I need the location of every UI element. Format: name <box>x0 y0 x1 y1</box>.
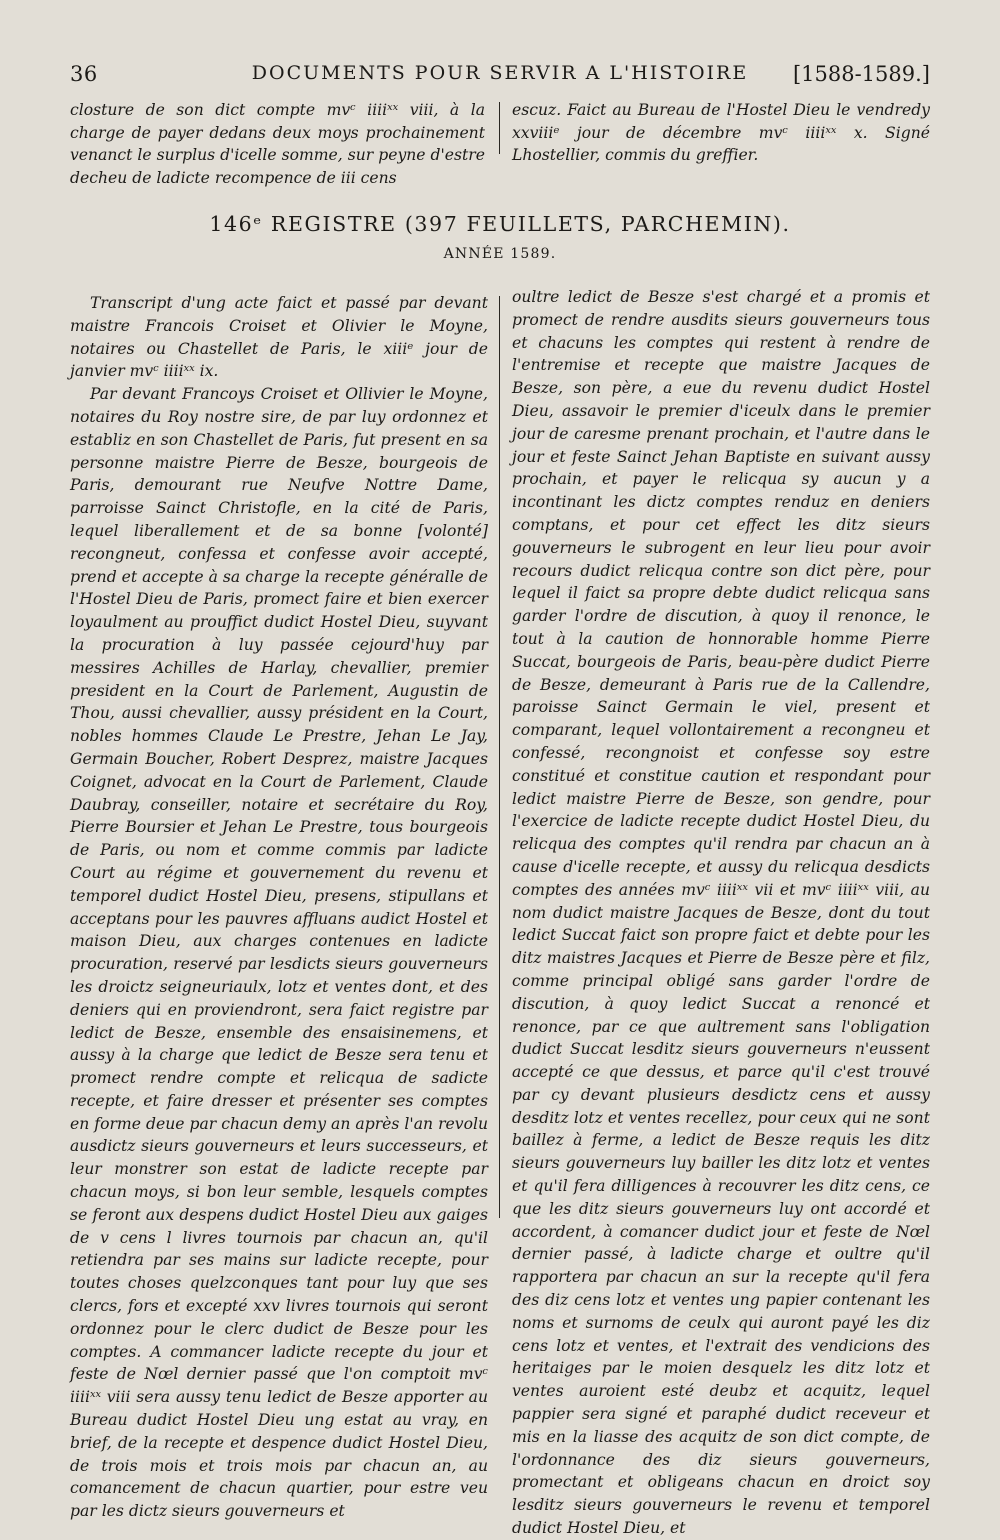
column-divider-top <box>499 102 500 154</box>
page-number: 36 <box>70 62 98 86</box>
column-divider-main <box>499 296 500 1218</box>
top-right-text: escuz. Faict au Bureau de l'Hostel Dieu le vendredy xxviiiᵉ jour de décembre mvᶜ iiiiˣˣ x. Signé Lhostellier, commis du greffier. <box>512 101 930 165</box>
left-paragraph-1: Transcript d'ung acte faict et passé par devant maistre Francois Croiset et Olivier le Moyne, notaires ou Chastellet de Paris, le xiiiᵉ jour de janvier mvᶜ iiiiˣˣ ix. <box>70 294 488 381</box>
top-left-text: closture de son dict compte mvᶜ iiiiˣˣ viii, à la charge de payer dedans deux moys prochainement venanct le surplus d'icelle somme, sur peyne d'estre decheu de ladicte recompence de iii cens <box>70 101 485 188</box>
main-left-column <box>70 292 488 1523</box>
year-range: [1588-1589.] <box>792 62 930 86</box>
left-paragraph-2: Par devant Francoys Croiset et Ollivier le Moyne, notaires du Roy nostre sire, de par luy ordonnez et establiz en son Chastellet de Paris, fut present en sa personne maistre Pierre de Besze, bourgeois de Paris, demourant rue Neufve Nottre Dame, parroisse Sainct Christofle, en la cité de Paris, lequel liberallement et de sa bonne [volonté] recongneut, confessa et confesse avoir accepté, prend et accepte à sa charge la recepte génér​alle de l'Hostel Dieu de Paris, promect faire et bien exercer loyaulment au prouffict dudict Hostel Dieu, suyvant la procuration à luy passée cejourd'huy par messires Achilles de Harlay, chevallier, premier president en la Court de Parlement, Augustin de Thou, aussi chevallier, aussy président en la Court, nobles hommes Claude Le Prestre, Jehan Le Jay, Germain Boucher, Robert Desprez, maistre Jacques Coignet, advocat en la Court de Parlement, Claude Daubray, conseiller, notaire et secrétaire du Roy, Pierre Boursier et Jehan Le Prestre, tous bourgeois de Paris, ou nom et comme commis par ladicte Court au régime et gouvernement du revenu et temporel dudict Hostel Dieu, presens, stipullans et acceptans pour les pauvres affluans audict Hostel et maison Dieu, aux charges contenues en ladicte procuration, reservé par lesdicts sieurs gouverneurs les droictz seigneuriaulx, lotz et ventes dont, et des deniers qui en proviendront, sera faict registre par ledict de Besze, ensemble des ensaisinemens, et aussy à la charge que ledict de Besze sera tenu et promect rendre compte et relicqua de sadicte recepte, et faire dresser et présenter ses comptes en forme deue par chacun demy an après l'an revolu ausdictz sieurs gouverneurs et leurs successeurs, et leur monstrer son estat de ladicte recepte par chacun moys, si bon leur semble, lesquels comptes se feront aux despens dudict Hostel Dieu aux gaiges de v cens l livres tournois par chacun an, qu'il retiendra par ses mains sur ladicte recepte, pour toutes choses quelzconques tant pour luy que ses clercs, fors et excepté xxv livres tournois qui seront ordonnez pour le clerc dudict de Besze pour les comptes. A commancer ladicte recepte du jour et feste de Nœl dernier passé que l'on comptoit mvᶜ iiiiˣˣ viii sera aussy tenu ledict de Besze apporter au Bureau dudict Hostel Dieu ung estat au vray, en brief, de la recepte et despence dudict Hostel Dieu, de trois mois et trois mois par chacun an, au comancement de chacun quartier, pour estre veu par les dictz sieurs gouverneurs et <box>70 385 488 1521</box>
top-left-column <box>70 99 485 190</box>
year-line: ANNÉE 1589. <box>443 246 557 262</box>
page-header <box>70 62 930 92</box>
main-right-column <box>512 286 930 1540</box>
running-title: DOCUMENTS POUR SERVIR A L'HISTOIRE <box>251 62 749 84</box>
section-title: 146ᵉ REGISTRE (397 FEUILLETS, PARCHEMIN). <box>209 212 791 236</box>
top-right-column <box>512 99 930 167</box>
right-paragraph: oultre ledict de Besze s'est chargé et a promis et promect de rendre ausdits sieurs gouverneurs tous et chacuns les comptes qui restent à rendre de l'entremise et recepte que maistre Jacques de Besze, son père, a eue du revenu dudict Hostel Dieu, assavoir le premier d'iceulx dans le premier jour de caresme prenant prochain, et l'autre dans le jour et feste Sainct Jehan Baptiste en suivant aussy prochain, et payer le relicqua sy aucun y a incontinant les dictz comptes renduz en deniers comptans, et pour cet effect les ditz sieurs gouverneurs le subrogent en leur lieu pour avoir recours dudict relicqua contre son dict père, pour lequel il faict sa propre debte dudict relicqua sans garder l'ordre de discution, à quoy il renonce, le tout à la caution de honnorable homme Pierre Succat, bourgeois de Paris, beau-père dudict Pierre de Besze, demeurant à Paris rue de la Callendre, paroisse Sainct Germain le viel, present et comparant, lequel vollontairement a recongneu et confessé, recongnoist et confesse soy estre constitué et constitue caution et respondant pour ledict maistre Pierre de Besze, son gendre, pour l'exercice de ladicte recepte dudict Hostel Dieu, du relicqua des comptes qu'il rendra par chacun an à cause d'icelle recepte, et aussy du relicqua desdicts comptes des années mvᶜ iiiiˣˣ vii et mvᶜ iiiiˣˣ viii, au nom dudict maistre Jacques de Besze, dont du tout ledict Succat faict son propre faict et debte pour les ditz maistres Jacques et Pierre de Besze père et filz, comme principal obligé sans garder l'ordre de discution, à quoy ledict Succat a renoncé et renonce, par ce que aultrement sans l'obligation dudict Succat lesditz sieurs gouverneurs n'eussent accepté ce que dessus, et parce qu'il c'est trouvé par cy devant plusieurs desdictz cens et aussy desditz lotz et ventes recellez, pour ceux qui ne sont baillez à ferme, a ledict de Besze requis les ditz sieurs gouverneurs luy bailler les ditz lotz et ventes et qu'il fera dilligences à recouvrer les ditz cens, ce que les ditz sieurs gouverneurs luy ont accordé et accordent, à comancer dudict jour et feste de Nœl dernier passé, à ladicte charge et oultre qu'il rapportera par chacun an sur la recepte qu'il fera des diz cens lotz et ventes ung papier contenant les noms et surnoms de ceulx qui auront payé les diz cens lotz et ventes, et l'extrait des vendicions des heritaiges par le moien desquelz les ditz lotz et ventes auroient esté deubz et acquitz, lequel pappier sera signé et paraphé dudict receveur et mis en la liasse des acquitz de son dict compte, de l'ordonnance des diz sieurs gouverneurs, promectant et obligeans chacun en droict soy lesditz sieurs gouverneurs le revenu et temporel dudict Hostel Dieu, et <box>512 288 930 1538</box>
